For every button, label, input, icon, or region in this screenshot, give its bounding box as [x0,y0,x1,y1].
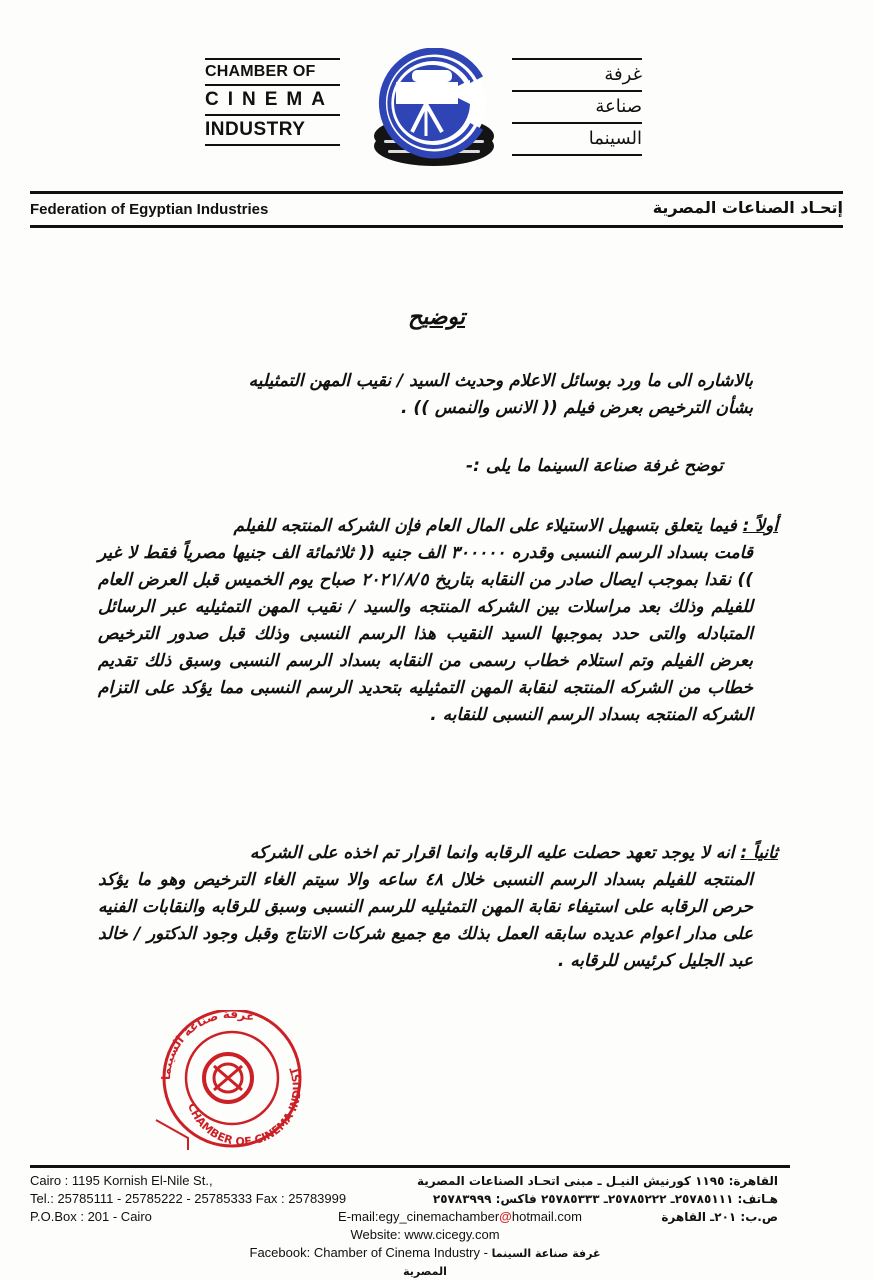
footer-online-contact [235,1208,615,1280]
divider [512,58,642,60]
footer-divider [30,1165,790,1168]
footer-email[interactable] [235,1208,615,1226]
section-first-line: انه لا يوجد تعهد حصلت عليه الرقابه وانما اقرار تم اخذه على الشركه [249,843,735,863]
logo-line: CINEMA [205,89,334,110]
logo-line: INDUSTRY [205,119,306,140]
federation-name-english: Federation of Egyptian Industries [30,201,269,218]
header-divider [30,225,843,228]
divider [205,58,340,60]
email-domain: hotmail.com [511,1209,582,1224]
footer-address: Cairo : 1195 Kornish El-Nile St., [30,1173,213,1188]
logo-line: CHAMBER OF [205,63,316,80]
chamber-emblem-logo [362,48,512,173]
footer-phones: Tel.: 25785111 - 25785222 - 25785333 Fax : 25783999 [30,1191,347,1206]
footer-phones-arabic: هـاتف: ٢٥٧٨٥١١١ـ ٢٥٧٨٥٢٢٢ـ ٢٥٧٨٥٣٣٣ فاكس: ٢٥٧٨٣٩٩٩ [432,1192,778,1206]
chamber-logo-arabic [512,55,642,159]
stamp-text-arabic: غرفة صناعة السينما [158,1010,257,1081]
section-body: قامت بسداد الرسم النسبى وقدره ٣٠٠٠٠٠ الف جنيه (( ثلاثمائة الف جنيها مصرياً فقط لا غير )) نقدا بموجب ايصال صادر من النقابه بتاريخ ٢٠٢١/٨/٥ صباح يوم الخميس قبل العرض العام للفيلم وذلك بعد مراسلات بين الشركه المنتجه والسيد / نقيب المهن التمثيليه عبر الرسائل المتبادله والتى حدد بموجبها السيد النقيب هذا الرسم النسبى وذلك قبل صدور الترخيص بعرض الفيلم وتم استلام خطاب رسمى من النقابه بسداد الرسم النسبى وسبق ذلك تقديم خطاب من الشركه المنتجه لنقابة المهن التمثيليه بتحديد الرسم النسبى مما يؤكد على التزام الشركه المنتجه بسداد الرسم النسبى للنقابه . [98,543,753,725]
chamber-logo-english [205,55,340,149]
section-second [98,840,778,975]
section-first-line: فيما يتعلق بتسهيل الاستيلاء على المال العام فإن الشركه المنتجه للفيلم [233,516,737,536]
section-first [98,513,778,729]
divider [205,144,340,146]
logo-line: غرفة [604,64,642,85]
email-prefix: E-mail:egy_cinemachamber [338,1209,500,1224]
official-stamp [148,1010,316,1150]
intro-paragraph [113,368,753,422]
header-divider [30,191,843,194]
lead-sentence: توضح غرفة صناعة السينما ما يلى :- [466,456,723,476]
divider [512,90,642,92]
section-label: ثانياً : [740,843,778,863]
intro-line: بشأن الترخيص بعرض فيلم (( الانس والنمس )) . [401,398,753,418]
footer-facebook[interactable] [235,1244,615,1280]
film-camera-icon [362,48,512,173]
divider [205,84,340,86]
document-title: توضيح [407,305,465,330]
logo-line: السينما [588,128,642,149]
divider [512,122,642,124]
stamp-text-english: CHAMBER OF CINEMA INDUST [185,1065,304,1149]
footer-website[interactable]: Website: www.cicegy.com [350,1227,500,1242]
section-body: المنتجه للفيلم بسداد الرسم النسبى خلال ٤٨ ساعه والا سيتم الغاء الترخيص وهو ما يؤكد حرص الرقابه على استيفاء نقابة المهن التمثيليه للرسم النسبى وسبق للرقابه والنقابات الفنيه على مدار اعوام عديده سابقه العمل بذلك مع جميع شركات الانتاج وقبل وجود الدكتور / خالد عبد الجليل كرئيس للرقابه . [98,870,753,971]
divider [205,114,340,116]
logo-line: صناعة [595,96,642,117]
divider [512,154,642,156]
facebook-arabic: غرفة صناعة السينما المصرية [403,1247,601,1278]
footer-pobox: P.O.Box : 201 - Cairo [30,1209,152,1224]
footer-address-arabic: القاهرة: ١١٩٥ كورنيش النيـل ـ مبنى اتحـاد الصناعات المصرية [416,1174,778,1188]
footer-pobox-arabic: ص.ب: ٢٠١ـ القاهرة [661,1210,778,1224]
section-label: أولاً : [742,516,778,536]
stamp-seal-icon [148,1010,316,1150]
section-heading-line [98,840,778,867]
at-sign-icon: @ [499,1209,512,1224]
federation-name-arabic: إتحـاد الصناعات المصرية [652,198,843,217]
section-heading-line [98,513,778,540]
facebook-english: Facebook: Chamber of Cinema Industry - [249,1245,492,1260]
intro-line: بالاشاره الى ما ورد بوسائل الاعلام وحديث السيد / نقيب المهن التمثيليه [248,371,753,391]
